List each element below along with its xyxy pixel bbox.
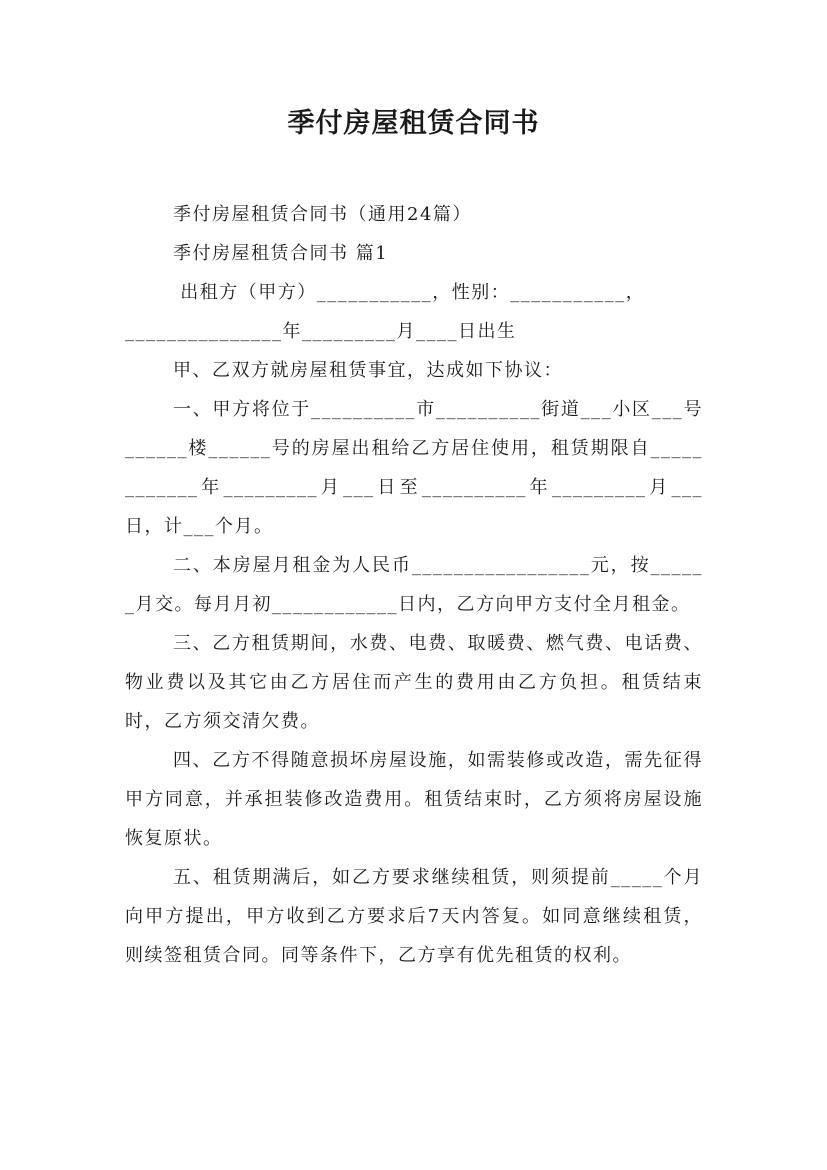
agreement-intro: 甲、乙双方就房屋租赁事宜，达成如下协议：	[173, 360, 563, 381]
document-body	[125, 195, 703, 975]
section-heading: 季付房屋租赁合同书 篇1	[173, 243, 389, 264]
clause-3: 三、乙方租赁期间，水费、电费、取暖费、燃气费、电话费、物业费以及其它由乙方居住而产生的费用由乙方负担。租赁结束时，乙方须交清欠费。	[125, 633, 703, 732]
document-subtitle: 季付房屋租赁合同书（通用24篇）	[173, 204, 472, 225]
birth-date-line: _______________年_________月____日出生	[125, 321, 517, 342]
party-info-line: 出租方（甲方）___________，性别：___________，	[173, 282, 646, 303]
clause-5: 五、租赁期满后，如乙方要求继续租赁，则须提前_____个月向甲方提出，甲方收到乙方要求后7天内答复。如同意继续租赁，则续签租赁合同。同等条件下，乙方享有优先租赁的权利。	[125, 867, 703, 966]
document-title: 季付房屋租赁合同书	[287, 108, 540, 139]
clause-1: 一、甲方将位于__________市__________街道___小区___号______楼______号的房屋出租给乙方居住使用，租赁期限自____________年_________月___日至__________年_________月___日，计___个月。	[125, 399, 703, 537]
clause-4: 四、乙方不得随意损坏房屋设施，如需装修或改造，需先征得甲方同意，并承担装修改造费用。租赁结束时，乙方须将房屋设施恢复原状。	[125, 750, 703, 849]
clause-2: 二、本房屋月租金为人民币_________________元，按______月交。每月月初____________日内，乙方向甲方支付全月租金。	[125, 555, 703, 615]
